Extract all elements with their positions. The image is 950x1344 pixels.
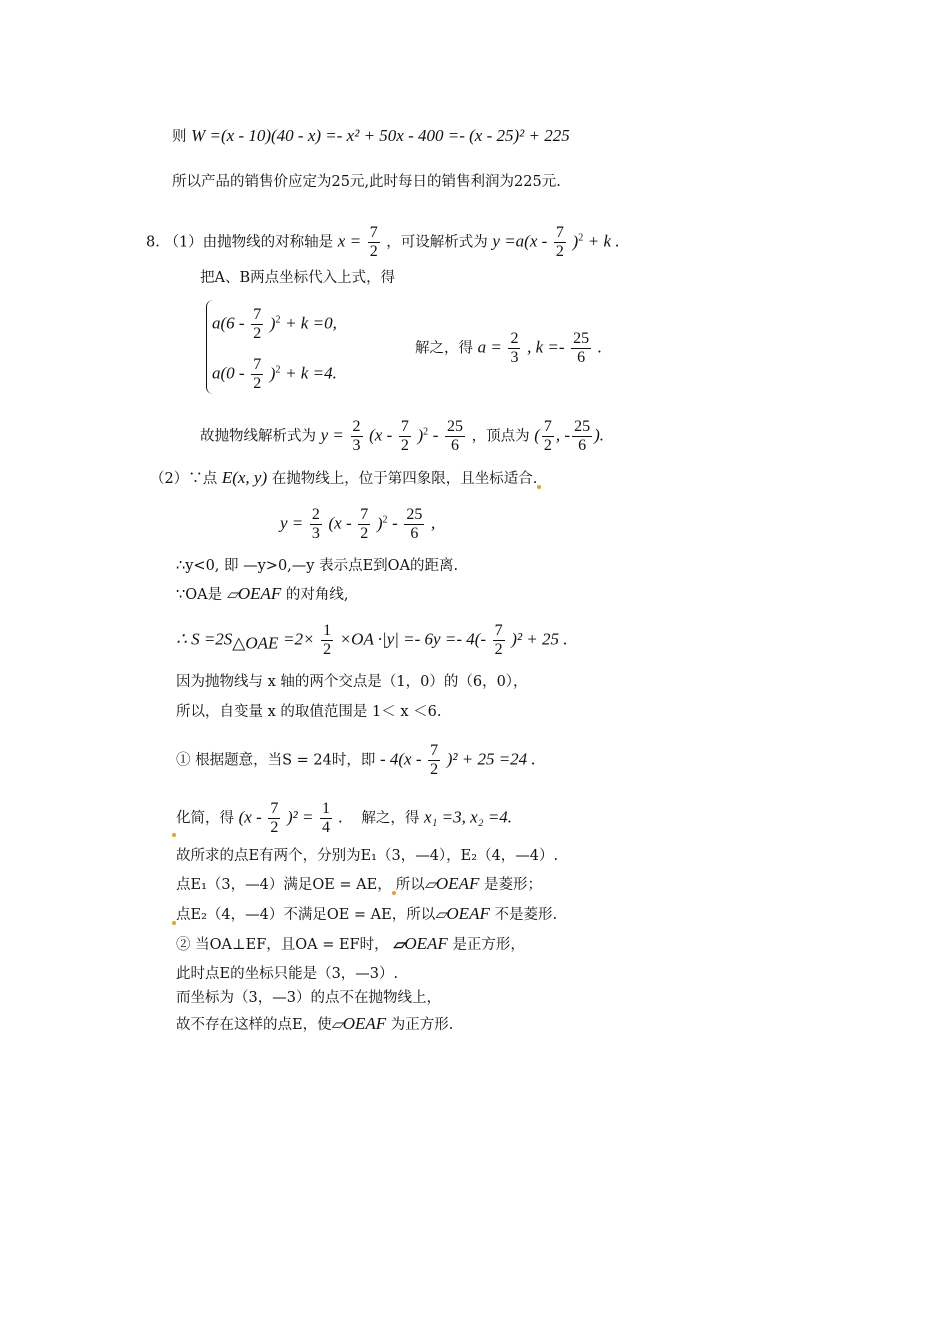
fraction-7-2 [399,418,411,455]
num: 7 [253,306,262,323]
oeaf: OEAF [404,934,448,953]
part2-line [150,468,541,489]
num: 2 [311,506,320,523]
system-eq-1: a(6 - $\frac{7}{2}$ )$^2$ + k =0, [212,306,337,342]
fraction-7-2 [493,622,505,659]
den: 6 [578,437,587,454]
case2-a: ② 当OA⊥EF，且OA = EF时， [176,937,389,953]
case2-c: 是正方形， [452,937,525,953]
case2-line [176,934,525,955]
no-exist-line [176,1014,453,1035]
simp-c: . [338,807,343,827]
simp-a: (x - [238,807,262,827]
mark-dot [172,833,176,837]
e2-a: 点E₂（4，—4）不满足OE = AE，所以 [176,907,436,923]
oa-prefix: ∵OA是 [176,587,223,603]
form-b: + k . [587,231,620,251]
oeaf: OEAF [342,1014,387,1033]
e1-line [176,874,542,895]
two-points-line: 故所求的点E有两个，分别为E₁（3，—4），E₂（4，—4）. [176,848,559,864]
den: 2 [555,243,564,260]
den: 2 [369,243,378,260]
solve-prefix: 解之，得 [415,340,473,357]
area-equation-line [176,622,568,659]
sys2-a: a(0 - [212,363,245,383]
case1-a: - 4(x - [379,749,422,769]
case1-prefix: ① 根据题意，当S = 24时，即 [176,752,376,769]
v-open: ( [534,425,540,445]
y-negative-line: ∴y<0, 即 —y>0,—y 表示点E到OA的距离. [176,558,459,574]
num: 7 [360,506,369,523]
den: 6 [451,437,460,454]
den: 2 [360,525,369,542]
num: 7 [430,742,439,759]
vertex-prefix: ，顶点为 [471,428,530,445]
y-eq: y = [320,425,344,445]
simplify-solve: 解之，得 [361,810,420,827]
fraction-7-2 [428,742,440,779]
parallelogram-icon: ▱ [393,937,405,953]
e1-c: 是菱形； [483,877,542,893]
system-eq-2: a(0 - $\frac{7}{2}$ )$^2$ + k =4. [212,356,337,392]
q8-text-a: （1）由抛物线的对称轴是 [164,234,334,251]
roots: x₁ =3, x₂ =4. [423,807,513,827]
fraction-2-3 [351,418,363,455]
w-equation: W =(x - 10)(40 - x) =- x² + 50x - 400 =- (x - 25)² + 225 [191,126,570,145]
num: 7 [494,622,503,639]
y-equation-line: y = $\frac{2}{3}$ (x - $\frac{7}{2}$ )$^2$ - $\frac{25}{6}$ , [280,506,436,542]
fraction-7-2 [542,418,554,455]
num: 25 [406,506,423,523]
num: 25 [447,418,464,435]
den: 3 [352,437,361,454]
y-eq: y = [280,513,304,533]
fraction-7-2 [251,356,263,393]
e2-line [172,904,557,925]
num: 25 [574,418,591,435]
fraction-25-6 [404,506,424,543]
parabola-line: 故抛物线解析式为 y = $\frac{2}{3}$ (x - $\frac{7}{2}$ )$^2$ - $\frac{25}{6}$ ，顶点为 ( $\frac{7}{2}$ , - $\frac{25}{6}$ ). [200,418,604,454]
v-mid: , - [555,425,571,445]
s-eq-a: ∴ S =2S [176,629,233,649]
num: 7 [369,224,378,241]
w-equation-line [172,126,570,147]
den: 3 [510,349,519,366]
mark-dot [537,485,541,489]
sys2-b: + k =4. [285,363,337,383]
v-close: ). [594,425,604,445]
fraction-7-2 [368,224,380,261]
s-eq-d: )² + 25 . [511,629,568,649]
minus: - [392,513,398,533]
fraction-7-2 [358,506,370,543]
simplify-line [172,800,512,837]
num: 25 [573,330,590,347]
den: 2 [323,641,332,658]
oa-suffix: 的对角线, [285,587,349,603]
part2-suffix: 在抛物线上，位于第四象限，且坐标适合. [271,471,538,487]
parallelogram-icon: ▱ [331,1017,343,1033]
oeaf: OEAF [446,904,490,923]
num: 1 [323,622,332,639]
den: 2 [543,437,552,454]
oeaf: OEAF [237,584,282,603]
num: 7 [400,418,409,435]
e1-a: 点E₁（3，—4）满足OE = AE， [176,877,392,893]
den: 2 [253,325,262,342]
oeaf: OEAF [435,874,480,893]
not-on-parabola-line: 而坐标为（3，—3）的点不在抛物线上， [176,990,441,1006]
fraction-7-2 [251,306,263,343]
dot: . [597,337,602,357]
den: 3 [311,525,320,542]
den: 2 [430,761,439,778]
simp-b: )² = [286,807,314,827]
case1-b: )² + 25 =24 . [446,749,536,769]
solve-ak-line [415,330,602,367]
num: 2 [352,418,361,435]
no-exist-c: 为正方形. [390,1017,454,1033]
den: 6 [577,349,586,366]
num: 7 [555,224,564,241]
case1-line [176,742,536,779]
s-sub: △OAE [232,633,279,653]
s-eq-c: ×OA ·|y| =- 6y =- 4(- [339,629,487,649]
axis-eq: x = [337,231,362,251]
e2-c: 不是菱形. [494,907,558,923]
q8-text-b: ，可设解析式为 [386,234,488,251]
num: 1 [322,800,331,817]
parallelogram-icon: ▱ [424,877,436,893]
range-line: 所以，自变量 x 的取值范围是 1＜ x ＜6. [176,704,442,720]
parallelogram-icon: ▱ [226,587,238,603]
k-eq: , k =- [527,337,565,357]
sys1-b: + k =0, [285,313,337,333]
a-eq: a = [477,337,502,357]
fraction-7-2 [268,800,280,837]
s-eq-b: =2× [283,629,315,649]
comma: , [431,513,436,533]
fraction-25-6 [571,330,591,367]
den: 2 [494,641,503,658]
x-minus: (x - [369,425,393,445]
parallelogram-icon: ▱ [435,907,447,923]
den: 4 [322,819,331,836]
no-exist-a: 故不存在这样的点E，使 [176,1017,332,1033]
intersection-line: 因为抛物线与 x 轴的两个交点是（1，0）的（6，0）， [176,674,528,690]
e-coord-line: 此时点E的坐标只能是（3，—3）. [176,966,399,982]
fraction-2-3 [310,506,322,543]
fraction-2-3 [508,330,520,367]
fraction-25-6 [572,418,592,455]
num: 7 [253,356,262,373]
num: 7 [543,418,552,435]
q8-line: 8. （1）由抛物线的对称轴是 x = $\frac{7}{2}$ ，可设解析式为 y =a(x - $\frac{7}{2}$ )$^2$ + k . [146,224,620,260]
den: 2 [400,437,409,454]
fraction-1-4 [320,800,332,837]
num: 2 [510,330,519,347]
form-a: y =a(x - [492,231,548,251]
e1-b: 所以 [395,877,425,893]
fraction-25-6 [445,418,465,455]
sys1-a: a(6 - [212,313,245,333]
part2-prefix: （2）∵点 [150,471,218,487]
simplify-prefix: 化简，得 [176,810,234,827]
price-conclusion: 所以产品的销售价应定为25元,此时每日的销售利润为225元. [172,174,561,190]
oa-diagonal-line [176,584,349,605]
den: 2 [253,375,262,392]
substitute-line: 把A、B两点坐标代入上式，得 [200,270,396,286]
den: 2 [270,819,279,836]
num: 7 [270,800,279,817]
minus: - [432,425,439,445]
question-number: 8. [146,234,160,251]
w-prefix: 则 [172,129,187,145]
parabola-prefix: 故抛物线解析式为 [200,428,316,445]
den: 6 [410,525,419,542]
fraction-7-2 [554,224,566,261]
fraction-1-2 [321,622,333,659]
x-minus: (x - [328,513,352,533]
point-e: E(x, y) [221,468,268,487]
